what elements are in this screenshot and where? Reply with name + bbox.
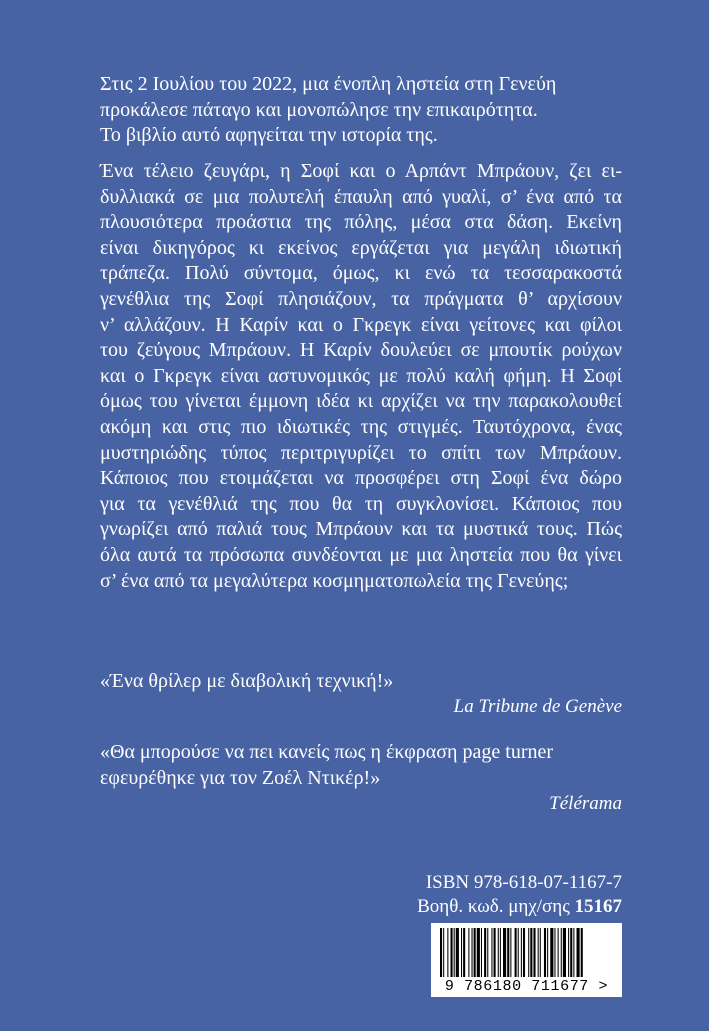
barcode-bar — [494, 928, 496, 977]
synopsis-line: όμως του γίνεται έμμονη ιδέα κι αρχίζει να την παρακολουθεί — [100, 390, 622, 413]
barcode-bar — [530, 928, 532, 977]
synopsis-line: ακόμη και στις πιο ιδιωτικές της στιγμές. Ταυτόχρονα, ένας — [100, 415, 622, 438]
barcode-bar — [528, 928, 529, 977]
aux-code — [0, 896, 622, 918]
synopsis-line: του ζεύγους Μπράουν. Η Καρίν δουλεύει σε μπουτίκ ρούχων — [100, 339, 622, 362]
barcode-bar — [443, 928, 444, 977]
barcode-bar — [440, 928, 442, 977]
synopsis-line: είναι δικηγόρος κι εκείνος εργάζεται για μεγάλη ιδιωτική — [100, 236, 622, 259]
barcode-bar — [481, 928, 482, 977]
barcode-bar — [503, 928, 506, 977]
barcode-digits: 9 786180 711677 > — [444, 978, 609, 995]
aux-code-label: Βοηθ. κωδ. μηχ/σης — [417, 896, 570, 917]
barcode — [431, 923, 622, 997]
barcode-bar — [563, 928, 566, 977]
barcode-bar — [581, 928, 583, 977]
barcode-bar — [538, 928, 539, 977]
barcode-bar — [456, 928, 459, 977]
synopsis-line: πλουσιότερα προάστια της πόλης, μέσα στα δάση. Εκείνη — [100, 211, 622, 234]
synopsis-line: μυστηριώδης τύπος περιτριγυρίζει το σπίτι των Μπράουν. — [100, 441, 622, 464]
barcode-bar — [487, 928, 488, 977]
review-source-2: Télérama — [549, 793, 622, 814]
barcode-bar — [472, 928, 473, 977]
barcode-bar — [463, 928, 465, 977]
synopsis-line: σ’ ένα από τα μεγαλύτερα κοσμηματοπωλεία της Γενεύης; — [100, 569, 569, 592]
review-quote-1: «Ένα θρίλερ με διαβολική τεχνική!» — [100, 670, 394, 692]
intro-paragraph — [100, 72, 620, 149]
intro-line: προκάλεσε πάταγο και μονοπώλησε την επικαιρότητα. — [100, 98, 538, 121]
barcode-bar — [544, 928, 546, 977]
barcode-bar — [550, 928, 553, 977]
barcode-bar — [558, 928, 559, 977]
synopsis-line: ν’ αλλάζουν. Η Καρίν και ο Γκρεγκ είναι γείτονες και φίλοι — [100, 313, 622, 336]
synopsis-line: γενέθλια της Σοφί πλησιάζουν, τα πράγματα θ’ αρχίσουν — [100, 287, 622, 310]
barcode-bar — [533, 928, 535, 977]
barcode-bar — [561, 928, 562, 977]
barcode-bar — [570, 928, 572, 977]
barcode-bar — [474, 928, 476, 977]
synopsis-line: δυλλιακά σε μια πολυτελή έπαυλη από γυαλί, σ’ ένα από τα — [100, 185, 622, 208]
barcode-bar — [554, 928, 555, 977]
barcode-bar — [498, 928, 499, 977]
barcode-bar — [461, 928, 462, 977]
review-source-1: La Tribune de Genève — [453, 696, 622, 717]
isbn-number: ISBN 978-618-07-1167-7 — [425, 872, 622, 893]
barcode-bar — [500, 928, 501, 977]
barcode-bar — [515, 928, 517, 977]
intro-line: Το βιβλίο αυτό αφηγείται την ιστορία της. — [100, 124, 438, 146]
barcode-bar — [491, 928, 492, 977]
review-quote-2-line: «Θα μπορούσε να πει κανείς πως η έκφραση page turner — [100, 741, 554, 763]
barcode-bar — [447, 928, 448, 977]
aux-code-value: 15167 — [574, 896, 622, 917]
synopsis-line: Ένα τέλειο ζευγάρι, η Σοφί και ο Αρπάντ Μπράουν, ζει ει- — [100, 160, 622, 182]
barcode-bar — [521, 928, 522, 977]
synopsis-line: τράπεζα. Πολύ σύντομα, όμως, κι ενώ τα τεσσαρακοστά — [100, 262, 622, 285]
barcode-bar — [454, 928, 455, 977]
barcode-bar — [510, 928, 511, 977]
barcode-bar — [451, 928, 453, 977]
review-quote-2 — [100, 740, 553, 791]
barcode-bar — [507, 928, 509, 977]
synopsis-line: όλα αυτά τα πρόσωπα συνδέονται με μια ληστεία που θα γίνει — [100, 543, 622, 566]
barcode-bar — [577, 928, 580, 977]
barcode-bar — [484, 928, 486, 977]
barcode-bar — [547, 928, 548, 977]
synopsis-line: και ο Γκρεγκ είναι αστυνομικός με πολύ καλή φήμη. Η Σοφί — [100, 364, 622, 387]
synopsis-line: για τα γενέθλιά της που θα τη συγκλονίσει. Κάποιος που — [100, 492, 622, 515]
barcode-bar — [468, 928, 469, 977]
synopsis-line: Κάποιος που ετοιμάζεται να προσφέρει στη Σοφί ένα δώρο — [100, 467, 622, 490]
barcode-bar — [523, 928, 525, 977]
intro-line: Στις 2 Ιουλίου του 2022, μια ένοπλη ληστεία στη Γενεύη — [100, 73, 557, 95]
barcode-bar — [573, 928, 574, 977]
barcode-bar — [540, 928, 541, 977]
barcode-bar — [568, 928, 569, 977]
synopsis-line: γνωρίζει από παλιά τους Μπράουν και τα μυστικά τους. Πώς — [100, 518, 622, 541]
synopsis-paragraph — [100, 159, 622, 594]
barcode-bar — [477, 928, 480, 977]
barcode-bar — [518, 928, 519, 977]
review-quote-2-line: εφευρέθηκε για τον Ζοέλ Ντικέρ!» — [100, 766, 381, 789]
